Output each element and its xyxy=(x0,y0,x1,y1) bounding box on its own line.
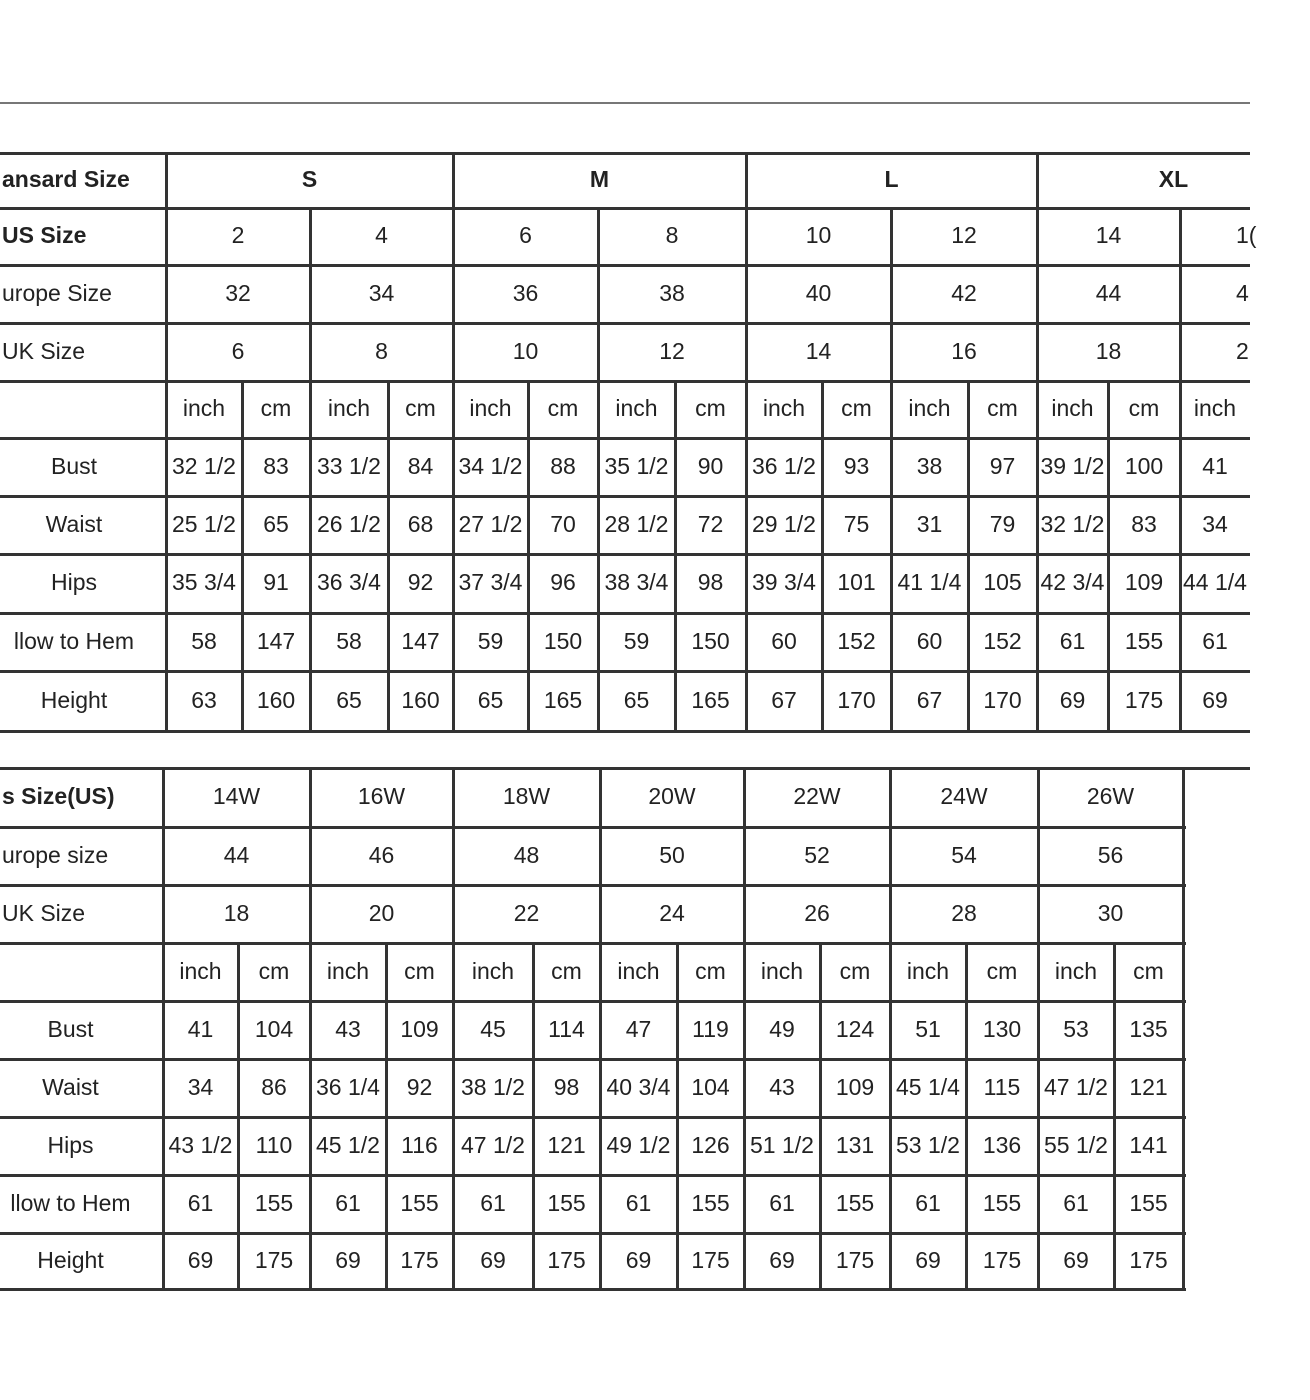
unit-cell: inch xyxy=(760,957,804,984)
europe-size-cell: 32 xyxy=(225,279,251,306)
europe-size-cell: 56 xyxy=(1097,841,1124,868)
waist-cell: 47 1/2 xyxy=(1044,1073,1108,1100)
unit-cell: inch xyxy=(471,957,515,984)
plus-us-size-cell: 24W xyxy=(940,783,988,809)
bust-cell: 51 xyxy=(915,1015,941,1042)
bust-cell: 104 xyxy=(254,1015,294,1042)
hollow-to-hem-cell: 155 xyxy=(254,1189,294,1216)
grid-line-vertical xyxy=(385,942,388,1291)
hollow-to-hem-cell: 61 xyxy=(480,1189,506,1216)
height-cell: 69 xyxy=(769,1246,795,1273)
hips-cell: 116 xyxy=(401,1131,438,1158)
bust-cell: 47 xyxy=(625,1015,652,1042)
us-size-cell: 4 xyxy=(375,222,388,248)
grid-line-vertical xyxy=(1179,207,1182,733)
uk-size-cell: 2 xyxy=(1236,337,1249,364)
hips-cell: 36 3/4 xyxy=(317,569,381,595)
grid-line-horizontal xyxy=(0,730,1250,733)
height-cell: 175 xyxy=(254,1246,294,1273)
size-group-s: S xyxy=(301,166,318,192)
hips-cell: 98 xyxy=(697,569,724,595)
hips-cell: 91 xyxy=(263,569,289,595)
europe-size-cell: 44 xyxy=(1095,279,1122,306)
bust-cell: 53 xyxy=(1063,1015,1089,1042)
hollow-to-hem-cell: 147 xyxy=(401,627,440,654)
grid-line-horizontal xyxy=(0,1058,1186,1061)
grid-line-vertical xyxy=(162,767,165,1291)
bust-cell: 84 xyxy=(407,452,434,479)
height-cell: 175 xyxy=(400,1246,439,1273)
grid-line-horizontal xyxy=(0,264,1250,267)
europe-size-label: urope size xyxy=(2,841,109,868)
grid-line-vertical xyxy=(309,767,312,1291)
grid-line-vertical xyxy=(165,152,168,733)
unit-cell: cm xyxy=(695,957,726,984)
height-cell: 69 xyxy=(915,1246,941,1273)
hollow-to-hem-cell: 61 xyxy=(1202,627,1228,654)
waist-cell: 38 1/2 xyxy=(461,1073,525,1100)
unit-cell: cm xyxy=(986,957,1018,984)
waist-cell: 83 xyxy=(1131,510,1157,537)
unit-cell: cm xyxy=(1128,395,1160,421)
unit-cell: inch xyxy=(908,395,951,421)
hips-cell: 141 xyxy=(1129,1131,1168,1158)
hollow-to-hem-cell: 155 xyxy=(835,1189,875,1216)
grid-line-horizontal xyxy=(0,322,1250,325)
bust-cell: 130 xyxy=(982,1015,1022,1042)
waist-cell: 68 xyxy=(407,510,434,537)
us-size-cell: 2 xyxy=(231,222,245,248)
waist-cell: 25 1/2 xyxy=(172,510,236,537)
height-cell: 175 xyxy=(1124,686,1164,713)
uk-size-label: UK Size xyxy=(2,337,86,364)
waist-cell: 70 xyxy=(550,510,576,537)
grid-line-horizontal xyxy=(0,1174,1186,1177)
grid-line-horizontal xyxy=(0,495,1250,498)
plus-us-size-cell: 14W xyxy=(212,783,261,809)
europe-size-cell: 34 xyxy=(368,279,395,306)
europe-size-cell: 54 xyxy=(951,841,977,868)
hips-cell: 43 1/2 xyxy=(168,1131,233,1158)
hollow-to-hem-cell: 59 xyxy=(623,627,650,654)
unit-cell: inch xyxy=(179,957,222,984)
grid-line-vertical xyxy=(241,380,244,733)
plus-us-size-cell: 16W xyxy=(357,783,406,809)
hips-label: Hips xyxy=(50,569,97,595)
unit-cell: inch xyxy=(1051,395,1094,421)
us-size-cell: 12 xyxy=(951,222,977,248)
hollow-to-hem-label: llow to Hem xyxy=(13,627,135,654)
waist-cell: 104 xyxy=(691,1073,730,1100)
top-divider xyxy=(0,102,1250,104)
uk-size-cell: 22 xyxy=(513,899,540,926)
us-size-label: US Size xyxy=(2,222,87,248)
waist-cell: 26 1/2 xyxy=(317,510,381,537)
waist-cell: 86 xyxy=(261,1073,287,1100)
unit-cell: inch xyxy=(617,957,660,984)
height-cell: 69 xyxy=(187,1246,214,1273)
grid-line-horizontal xyxy=(0,207,1250,210)
us-size-cell: 14 xyxy=(1095,222,1122,248)
hollow-to-hem-cell: 61 xyxy=(915,1189,941,1216)
uk-size-cell: 18 xyxy=(1095,337,1122,364)
hollow-to-hem-cell: 59 xyxy=(477,627,504,654)
hips-cell: 39 3/4 xyxy=(752,569,816,595)
uk-size-cell: 24 xyxy=(659,899,685,926)
europe-size-label: urope Size xyxy=(2,279,112,306)
hips-cell: 49 1/2 xyxy=(606,1131,671,1158)
waist-cell: 34 xyxy=(187,1073,214,1100)
waist-cell: 32 1/2 xyxy=(1040,510,1105,537)
hollow-to-hem-label: llow to Hem xyxy=(10,1189,131,1216)
hollow-to-hem-cell: 61 xyxy=(1063,1189,1089,1216)
hollow-to-hem-cell: 155 xyxy=(1129,1189,1168,1216)
height-cell: 170 xyxy=(983,686,1022,713)
hollow-to-hem-cell: 155 xyxy=(1124,627,1164,654)
unit-cell: cm xyxy=(695,395,726,421)
hollow-to-hem-cell: 155 xyxy=(982,1189,1022,1216)
hips-cell: 41 1/4 xyxy=(897,569,962,595)
waist-cell: 65 xyxy=(263,510,289,537)
hips-cell: 92 xyxy=(407,569,434,595)
uk-size-cell: 16 xyxy=(951,337,977,364)
unit-cell: cm xyxy=(839,957,871,984)
hips-cell: 110 xyxy=(255,1131,293,1158)
hollow-to-hem-cell: 60 xyxy=(771,627,797,654)
grid-line-horizontal xyxy=(0,553,1250,556)
hips-cell: 47 1/2 xyxy=(461,1131,525,1158)
height-cell: 170 xyxy=(837,686,876,713)
hollow-to-hem-cell: 61 xyxy=(625,1189,652,1216)
bust-cell: 93 xyxy=(843,452,870,479)
grid-line-horizontal xyxy=(0,1232,1186,1235)
waist-cell: 36 1/4 xyxy=(316,1073,380,1100)
waist-cell: 98 xyxy=(553,1073,580,1100)
europe-size-cell: 50 xyxy=(659,841,685,868)
plus-size-us-label: s Size(US) xyxy=(2,783,115,809)
unit-cell: cm xyxy=(258,957,290,984)
height-cell: 69 xyxy=(1059,686,1086,713)
grid-line-horizontal xyxy=(0,884,1186,887)
waist-cell: 40 3/4 xyxy=(606,1073,671,1100)
size-group-l: L xyxy=(884,166,899,192)
us-size-cell: 10 xyxy=(805,222,832,248)
uk-size-cell: 30 xyxy=(1097,899,1124,926)
europe-size-cell: 46 xyxy=(368,841,395,868)
unit-label xyxy=(2,942,163,1000)
uk-size-cell: 8 xyxy=(375,337,388,364)
grid-line-vertical xyxy=(890,207,893,733)
waist-cell: 29 1/2 xyxy=(752,510,816,537)
bust-cell: 124 xyxy=(835,1015,875,1042)
hollow-to-hem-cell: 152 xyxy=(983,627,1022,654)
unit-cell: cm xyxy=(987,395,1018,421)
waist-cell: 79 xyxy=(989,510,1016,537)
unit-cell: inch xyxy=(615,395,658,421)
hollow-to-hem-cell: 155 xyxy=(400,1189,439,1216)
size-group-xl: XL xyxy=(1158,166,1189,192)
bust-cell: 97 xyxy=(989,452,1016,479)
waist-cell: 43 xyxy=(769,1073,795,1100)
height-cell: 67 xyxy=(771,686,797,713)
hollow-to-hem-cell: 150 xyxy=(691,627,730,654)
europe-size-cell: 44 xyxy=(223,841,250,868)
hollow-to-hem-cell: 152 xyxy=(837,627,876,654)
height-cell: 175 xyxy=(547,1246,586,1273)
uk-size-cell: 6 xyxy=(231,337,245,364)
hips-cell: 96 xyxy=(550,569,576,595)
europe-size-cell: 52 xyxy=(804,841,830,868)
grid-line-vertical xyxy=(597,207,600,733)
height-cell: 175 xyxy=(982,1246,1022,1273)
bust-cell: 49 xyxy=(769,1015,795,1042)
hollow-to-hem-cell: 60 xyxy=(916,627,943,654)
hollow-to-hem-cell: 150 xyxy=(543,627,583,654)
grid-line-vertical xyxy=(819,942,822,1291)
waist-cell: 34 xyxy=(1202,510,1228,537)
height-cell: 65 xyxy=(336,686,362,713)
height-cell: 63 xyxy=(191,686,217,713)
grid-line-vertical xyxy=(452,152,455,733)
us-size-cell: 8 xyxy=(665,222,679,248)
grid-line-horizontal xyxy=(0,380,1250,383)
height-cell: 160 xyxy=(256,686,296,713)
hips-cell: 45 1/2 xyxy=(316,1131,380,1158)
height-cell: 175 xyxy=(1129,1246,1168,1273)
waist-label: Waist xyxy=(45,510,103,537)
bust-cell: 119 xyxy=(692,1015,729,1042)
hips-cell: 53 1/2 xyxy=(896,1131,960,1158)
grid-line-vertical xyxy=(821,380,824,733)
uk-size-cell: 12 xyxy=(659,337,685,364)
hips-cell: 35 3/4 xyxy=(172,569,236,595)
waist-cell: 28 1/2 xyxy=(604,510,669,537)
hips-cell: 121 xyxy=(547,1131,586,1158)
height-cell: 69 xyxy=(1202,686,1228,713)
height-cell: 69 xyxy=(335,1246,361,1273)
bust-cell: 39 1/2 xyxy=(1040,452,1105,479)
hips-cell: 55 1/2 xyxy=(1044,1131,1108,1158)
grid-line-vertical xyxy=(743,767,746,1291)
unit-cell: cm xyxy=(551,957,582,984)
height-cell: 175 xyxy=(835,1246,875,1273)
europe-size-cell: 36 xyxy=(512,279,539,306)
hips-cell: 37 3/4 xyxy=(458,569,523,595)
unit-cell: inch xyxy=(182,395,226,421)
hips-cell: 131 xyxy=(835,1131,875,1158)
hips-cell: 126 xyxy=(691,1131,730,1158)
waist-cell: 72 xyxy=(697,510,724,537)
grid-line-vertical xyxy=(674,380,677,733)
grid-line-vertical xyxy=(965,942,968,1291)
size-header-label: ansard Size xyxy=(2,166,130,192)
height-label: Height xyxy=(37,1246,104,1273)
europe-size-cell: 40 xyxy=(805,279,832,306)
hollow-to-hem-cell: 61 xyxy=(187,1189,214,1216)
hollow-to-hem-cell: 58 xyxy=(336,627,362,654)
bust-cell: 43 xyxy=(335,1015,361,1042)
unit-cell: inch xyxy=(1054,957,1098,984)
bust-cell: 33 1/2 xyxy=(317,452,381,479)
hollow-to-hem-cell: 58 xyxy=(191,627,217,654)
height-cell: 65 xyxy=(477,686,504,713)
us-size-cell: 1( xyxy=(1236,222,1257,248)
bust-cell: 88 xyxy=(550,452,576,479)
grid-line-horizontal xyxy=(0,1000,1186,1003)
grid-line-vertical xyxy=(745,152,748,733)
hollow-to-hem-cell: 155 xyxy=(691,1189,730,1216)
grid-line-vertical xyxy=(387,380,390,733)
unit-cell: inch xyxy=(327,395,371,421)
grid-line-horizontal xyxy=(0,826,1186,829)
hollow-to-hem-cell: 61 xyxy=(335,1189,361,1216)
bust-cell: 135 xyxy=(1129,1015,1168,1042)
grid-line-horizontal xyxy=(0,942,1186,945)
hips-cell: 109 xyxy=(1124,569,1164,595)
uk-size-cell: 18 xyxy=(223,899,250,926)
height-cell: 175 xyxy=(691,1246,730,1273)
grid-line-vertical xyxy=(1182,767,1185,1291)
waist-cell: 121 xyxy=(1129,1073,1168,1100)
bust-label: Bust xyxy=(50,452,98,479)
waist-cell: 27 1/2 xyxy=(458,510,523,537)
grid-line-vertical xyxy=(599,767,602,1291)
waist-cell: 75 xyxy=(843,510,870,537)
grid-line-vertical xyxy=(1113,942,1116,1291)
height-cell: 69 xyxy=(480,1246,506,1273)
hollow-to-hem-cell: 155 xyxy=(547,1189,586,1216)
bust-cell: 41 xyxy=(187,1015,214,1042)
bust-cell: 35 1/2 xyxy=(604,452,669,479)
bust-cell: 45 xyxy=(480,1015,506,1042)
grid-line-vertical xyxy=(1037,767,1040,1291)
grid-line-horizontal xyxy=(0,612,1250,615)
unit-label xyxy=(2,380,166,437)
bust-cell: 90 xyxy=(697,452,724,479)
grid-line-horizontal xyxy=(0,767,1250,770)
europe-size-cell: 42 xyxy=(951,279,977,306)
grid-line-vertical xyxy=(676,942,679,1291)
grid-line-horizontal xyxy=(0,670,1250,673)
grid-line-vertical xyxy=(1036,152,1039,733)
hollow-to-hem-cell: 147 xyxy=(256,627,296,654)
hips-cell: 44 1/4 xyxy=(1183,569,1247,595)
grid-line-horizontal xyxy=(0,1116,1186,1119)
height-cell: 165 xyxy=(543,686,583,713)
unit-cell: cm xyxy=(841,395,872,421)
uk-size-cell: 14 xyxy=(805,337,832,364)
bust-cell: 32 1/2 xyxy=(172,452,236,479)
grid-line-vertical xyxy=(967,380,970,733)
hollow-to-hem-cell: 61 xyxy=(769,1189,795,1216)
unit-cell: inch xyxy=(469,395,512,421)
uk-size-cell: 26 xyxy=(804,899,830,926)
waist-cell: 109 xyxy=(835,1073,875,1100)
europe-size-cell: 38 xyxy=(659,279,685,306)
bust-cell: 36 1/2 xyxy=(752,452,816,479)
waist-cell: 115 xyxy=(983,1073,1021,1100)
height-label: Height xyxy=(40,686,108,713)
uk-size-label: UK Size xyxy=(2,899,86,926)
grid-line-vertical xyxy=(452,767,455,1291)
hips-cell: 101 xyxy=(837,569,876,595)
plus-us-size-cell: 26W xyxy=(1086,783,1135,809)
grid-line-vertical xyxy=(889,767,892,1291)
grid-line-horizontal xyxy=(0,1288,1186,1291)
grid-line-horizontal xyxy=(0,152,1250,155)
unit-cell: inch xyxy=(762,395,806,421)
europe-size-cell: 48 xyxy=(513,841,540,868)
grid-line-vertical xyxy=(1107,380,1110,733)
height-cell: 69 xyxy=(1063,1246,1089,1273)
hips-cell: 136 xyxy=(982,1131,1022,1158)
height-cell: 67 xyxy=(916,686,943,713)
unit-cell: cm xyxy=(404,957,435,984)
grid-line-vertical xyxy=(532,942,535,1291)
unit-cell: cm xyxy=(1133,957,1164,984)
size-group-m: M xyxy=(589,166,610,192)
uk-size-cell: 10 xyxy=(512,337,539,364)
grid-line-vertical xyxy=(309,207,312,733)
uk-size-cell: 20 xyxy=(368,899,395,926)
unit-cell: inch xyxy=(1193,395,1237,421)
bust-label: Bust xyxy=(47,1015,94,1042)
waist-label: Waist xyxy=(42,1073,99,1100)
hips-cell: 38 3/4 xyxy=(604,569,669,595)
unit-cell: cm xyxy=(547,395,579,421)
plus-us-size-cell: 18W xyxy=(502,783,551,809)
height-cell: 165 xyxy=(691,686,730,713)
bust-cell: 83 xyxy=(263,452,289,479)
europe-size-cell: 4 xyxy=(1236,279,1249,306)
uk-size-cell: 28 xyxy=(951,899,977,926)
bust-cell: 34 1/2 xyxy=(458,452,523,479)
waist-cell: 31 xyxy=(916,510,943,537)
unit-cell: inch xyxy=(906,957,950,984)
plus-us-size-cell: 22W xyxy=(793,783,841,809)
bust-cell: 109 xyxy=(400,1015,439,1042)
height-cell: 65 xyxy=(623,686,650,713)
us-size-cell: 6 xyxy=(519,222,532,248)
unit-cell: cm xyxy=(260,395,292,421)
waist-cell: 45 1/4 xyxy=(896,1073,960,1100)
plus-us-size-cell: 20W xyxy=(648,783,696,809)
bust-cell: 114 xyxy=(548,1015,585,1042)
unit-cell: cm xyxy=(405,395,436,421)
hips-cell: 105 xyxy=(983,569,1022,595)
height-cell: 160 xyxy=(401,686,440,713)
waist-cell: 92 xyxy=(406,1073,433,1100)
unit-cell: inch xyxy=(326,957,370,984)
hips-label: Hips xyxy=(47,1131,94,1158)
bust-cell: 41 xyxy=(1202,452,1228,479)
hips-cell: 51 1/2 xyxy=(750,1131,814,1158)
bust-cell: 100 xyxy=(1124,452,1164,479)
grid-line-horizontal xyxy=(0,437,1250,440)
height-cell: 69 xyxy=(625,1246,652,1273)
bust-cell: 38 xyxy=(916,452,943,479)
grid-line-vertical xyxy=(527,380,530,733)
hollow-to-hem-cell: 61 xyxy=(1059,627,1086,654)
grid-line-vertical xyxy=(237,942,240,1291)
hips-cell: 42 3/4 xyxy=(1040,569,1105,595)
